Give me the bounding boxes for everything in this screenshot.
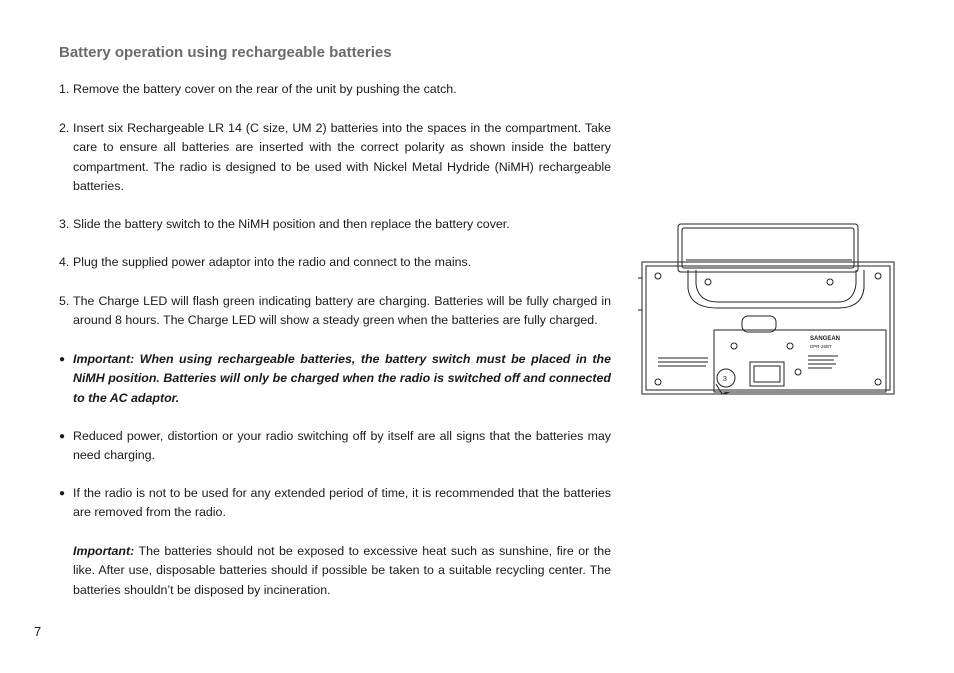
step-text: Plug the supplied power adaptor into the radio and connect to the mains. xyxy=(73,255,472,269)
step-2 xyxy=(59,119,611,196)
figure-callout-number: 3 xyxy=(723,376,727,383)
bullet-reduced-power xyxy=(59,427,611,466)
bullet-icon: ● xyxy=(59,488,66,499)
handle-top xyxy=(678,224,858,272)
bullet-text: Reduced power, distortion or your radio switching off by itself are all signs that the batteries may need charging. xyxy=(73,429,611,463)
bullet-text: Important: When using rechargeable batteries, the battery switch must be placed in the NiMH position. Batteries will only be charged when the radio is switched off and connected to the AC adaptor. xyxy=(73,352,611,405)
step-text: Slide the battery switch to the NiMH position and then replace the battery cover. xyxy=(73,217,510,231)
step-3 xyxy=(59,215,611,234)
bullet-icon: ● xyxy=(59,354,66,365)
step-number: 4. xyxy=(59,255,70,269)
step-1 xyxy=(59,80,611,99)
step-4 xyxy=(59,253,611,272)
note-text: The batteries should not be exposed to excessive heat such as sunshine, fire or the like. After use, disposable batteries should if possible be taken to a suitable recycling center. The batteries shouldn’t be disposed by incineration. xyxy=(73,544,611,597)
step-text: Remove the battery cover on the rear of the unit by pushing the catch. xyxy=(73,82,457,96)
step-number: 5. xyxy=(59,294,70,308)
radio-rear-drawing xyxy=(638,222,898,400)
step-number: 2. xyxy=(59,121,70,135)
bullet-important xyxy=(59,350,611,408)
step-text: The Charge LED will flash green indicating battery are charging. Batteries will be fully charged in around 8 hours. The Charge LED will show a steady green when the batteries are fully charged. xyxy=(73,294,611,328)
bullet-icon: ● xyxy=(59,431,66,442)
figure-brand: SANGEAN xyxy=(810,336,841,342)
radio-rear-illustration xyxy=(638,222,898,400)
figure-model: DPR-26BT xyxy=(810,344,832,349)
important-note xyxy=(59,542,611,600)
step-text: Insert six Rechargeable LR 14 (C size, UM 2) batteries into the spaces in the compartment. Take care to ensure all batteries are inserted with the correct polarity as shown inside the battery compartment. The radio is designed to be used with Nickel Metal Hydride (NiMH) rechargeable batteries. xyxy=(73,121,611,193)
bullet-text: If the radio is not to be used for any extended period of time, it is recommended that the batteries are removed from the radio. xyxy=(73,486,611,520)
step-5 xyxy=(59,292,611,331)
section-heading: Battery operation using rechargeable batteries xyxy=(59,44,392,61)
step-number: 3. xyxy=(59,217,70,231)
note-label: Important: xyxy=(73,544,135,558)
label-panel xyxy=(714,330,886,392)
bullet-storage xyxy=(59,484,611,523)
step-number: 1. xyxy=(59,82,70,96)
page-number: 7 xyxy=(34,624,42,639)
